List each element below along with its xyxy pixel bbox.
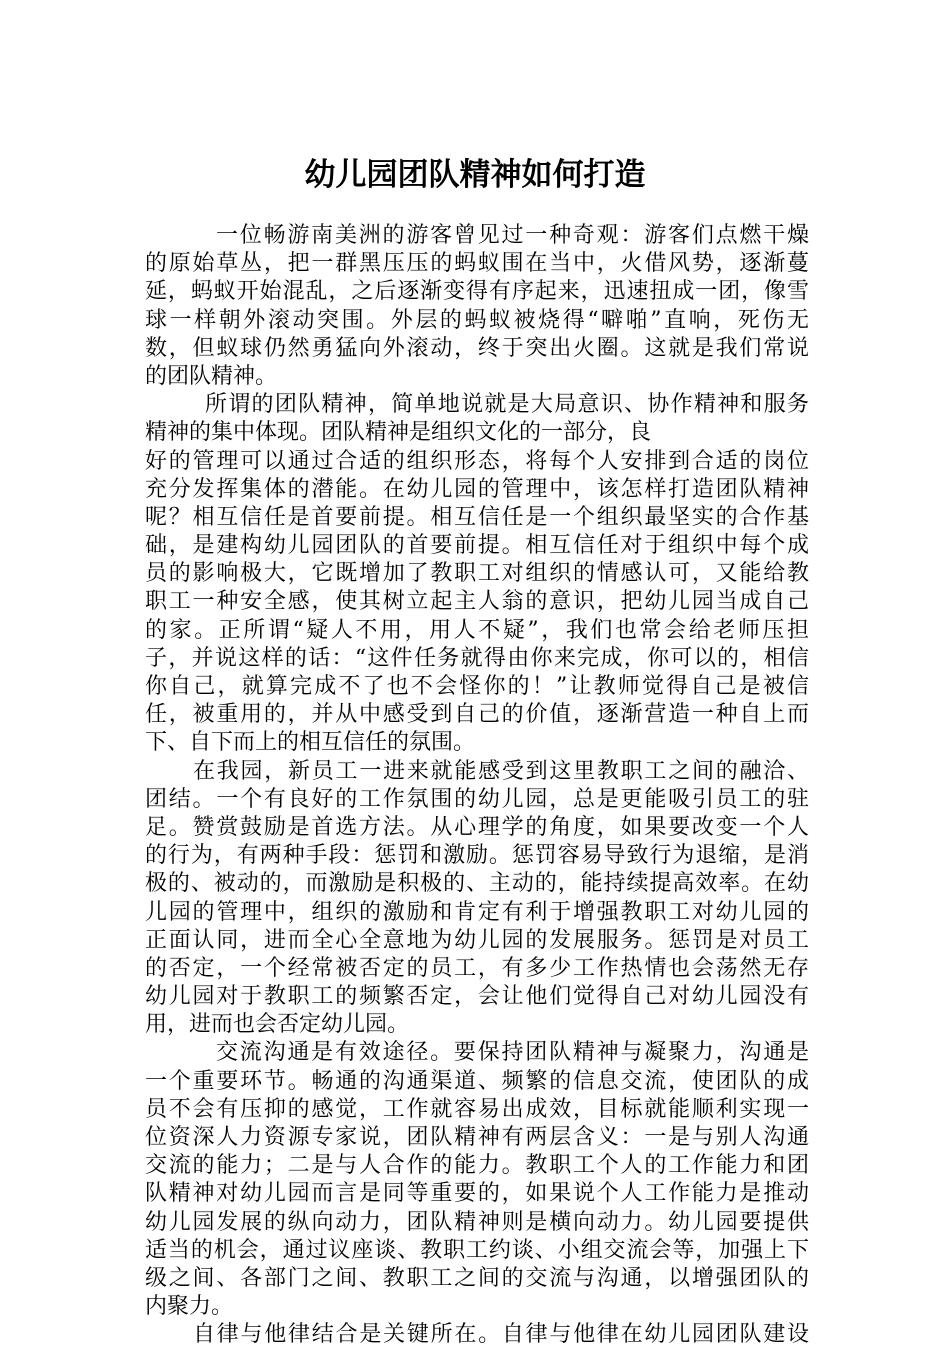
text-line: 用，进而也会否定幼儿园。 bbox=[145, 1012, 410, 1038]
text-line: 数，但蚁球仍然勇猛向外滚动，终于突出火圈。这就是我们常说 bbox=[145, 335, 809, 361]
text-line: 的行为，有两种手段：惩罚和激励。惩罚容易导致行为退缩，是消 bbox=[145, 843, 809, 869]
text-line: 下、自下而上的相互信任的氛围。 bbox=[145, 730, 476, 756]
text-line: 幼儿园发展的纵向动力，团队精神则是横向动力。幼儿园要提供 bbox=[145, 1209, 809, 1235]
paragraph-1 bbox=[145, 222, 809, 391]
text-line: 内聚力。 bbox=[145, 1294, 234, 1320]
text-line: 级之间、各部门之间、教职工之间的交流与沟通，以增强团队的 bbox=[145, 1265, 809, 1291]
text-line: 适当的机会，通过议座谈、教职工约谈、小组交流会等，加强上下 bbox=[145, 1237, 809, 1263]
text-line: 职工一种安全感，使其树立起主人翁的意识，把幼儿园当成自己 bbox=[145, 589, 809, 615]
text-line: 一位畅游南美洲的游客曾见过一种奇观：游客们点燃干燥 bbox=[216, 223, 809, 248]
paragraph-3 bbox=[145, 758, 809, 1040]
text-line: 呢？相互信任是首要前提。相互信任是一个组织最坚实的合作基 bbox=[145, 504, 809, 530]
document-title: 幼儿园团队精神如何打造 bbox=[304, 157, 646, 193]
text-line: 精神的集中体现。团队精神是组织文化的一部分，良 bbox=[145, 420, 652, 446]
text-line: 极的、被动的，而激励是积极的、主动的，能持续提高效率。在幼 bbox=[145, 871, 809, 897]
text-line: 好的管理可以通过合适的组织形态，将每个人安排到合适的岗位 bbox=[145, 448, 809, 474]
text-line: 的团队精神。 bbox=[145, 363, 278, 389]
paragraph-2 bbox=[145, 391, 809, 757]
text-line: 交流的能力；二是与人合作的能力。教职工个人的工作能力和团 bbox=[145, 1153, 809, 1179]
text-line: 的原始草丛，把一群黑压压的蚂蚁围在当中，火借风势，逐渐蔓 bbox=[145, 251, 809, 277]
text-line: 子，并说这样的话：“这件任务就得由你来完成，你可以的，相信 bbox=[145, 645, 809, 671]
paragraph-4 bbox=[145, 1039, 809, 1321]
text-line: 充分发挥集体的潜能。在幼儿园的管理中，该怎样打造团队精神 bbox=[145, 476, 809, 502]
text-line: 队精神对幼儿园而言是同等重要的，如果说个人工作能力是推动 bbox=[145, 1181, 809, 1207]
text-line: 幼儿园对于教职工的频繁否定，会让他们觉得自己对幼儿园没有 bbox=[145, 984, 809, 1010]
text-line: 的家。正所谓“疑人不用，用人不疑”，我们也常会给老师压担 bbox=[145, 617, 809, 643]
text-line: 交流沟通是有效途径。要保持团队精神与凝聚力，沟通是 bbox=[216, 1040, 809, 1066]
text-line: 位资深人力资源专家说，团队精神有两层含义：一是与别人沟通 bbox=[145, 1125, 809, 1150]
text-line: 球一样朝外滚动突围。外层的蚂蚁被烧得“噼啪”直响，死伤无 bbox=[145, 307, 809, 333]
text-line: 足。赞赏鼓励是首选方法。从心理学的角度，如果要改变一个人 bbox=[145, 814, 809, 840]
text-line: 任，被重用的，并从中感受到自己的价值，逐渐营造一种自上而 bbox=[145, 702, 809, 728]
document-body bbox=[145, 222, 809, 1350]
text-line: 自律与他律结合是关键所在。自律与他律在幼儿园团队建设 bbox=[193, 1322, 809, 1348]
text-line: 儿园的管理中，组织的激励和肯定有利于增强教职工对幼儿园的 bbox=[145, 899, 809, 925]
text-line: 正面认同，进而全心全意地为幼儿园的发展服务。惩罚是对员工 bbox=[145, 927, 809, 953]
text-line: 团结。一个有良好的工作氛围的幼儿园，总是更能吸引员工的驻 bbox=[145, 786, 809, 812]
text-line: 础，是建构幼儿园团队的首要前提。相互信任对于组织中每个成 bbox=[145, 533, 809, 559]
text-line: 在我园，新员工一进来就能感受到这里教职工之间的融洽、 bbox=[193, 758, 809, 784]
text-line: 一个重要环节。畅通的沟通渠道、频繁的信息交流，使团队的成 bbox=[145, 1068, 809, 1094]
text-line: 的否定，一个经常被否定的员工，有多少工作热情也会荡然无存 bbox=[145, 955, 809, 981]
text-line: 延，蚂蚁开始混乱，之后逐渐变得有序起来，迅速扭成一团，像雪 bbox=[145, 279, 809, 305]
text-line: 员的影响极大，它既增加了教职工对组织的情感认可，又能给教 bbox=[145, 561, 809, 587]
text-line: 员不会有压抑的感觉，工作就容易出成效，目标就能顺利实现一 bbox=[145, 1096, 809, 1122]
text-line: 所谓的团队精神，简单地说就是大局意识、协作精神和服务 bbox=[205, 392, 809, 418]
paragraph-5 bbox=[145, 1321, 809, 1349]
text-line: 你自己，就算完成不了也不会怪你的！”让教师觉得自己是被信 bbox=[145, 674, 809, 699]
